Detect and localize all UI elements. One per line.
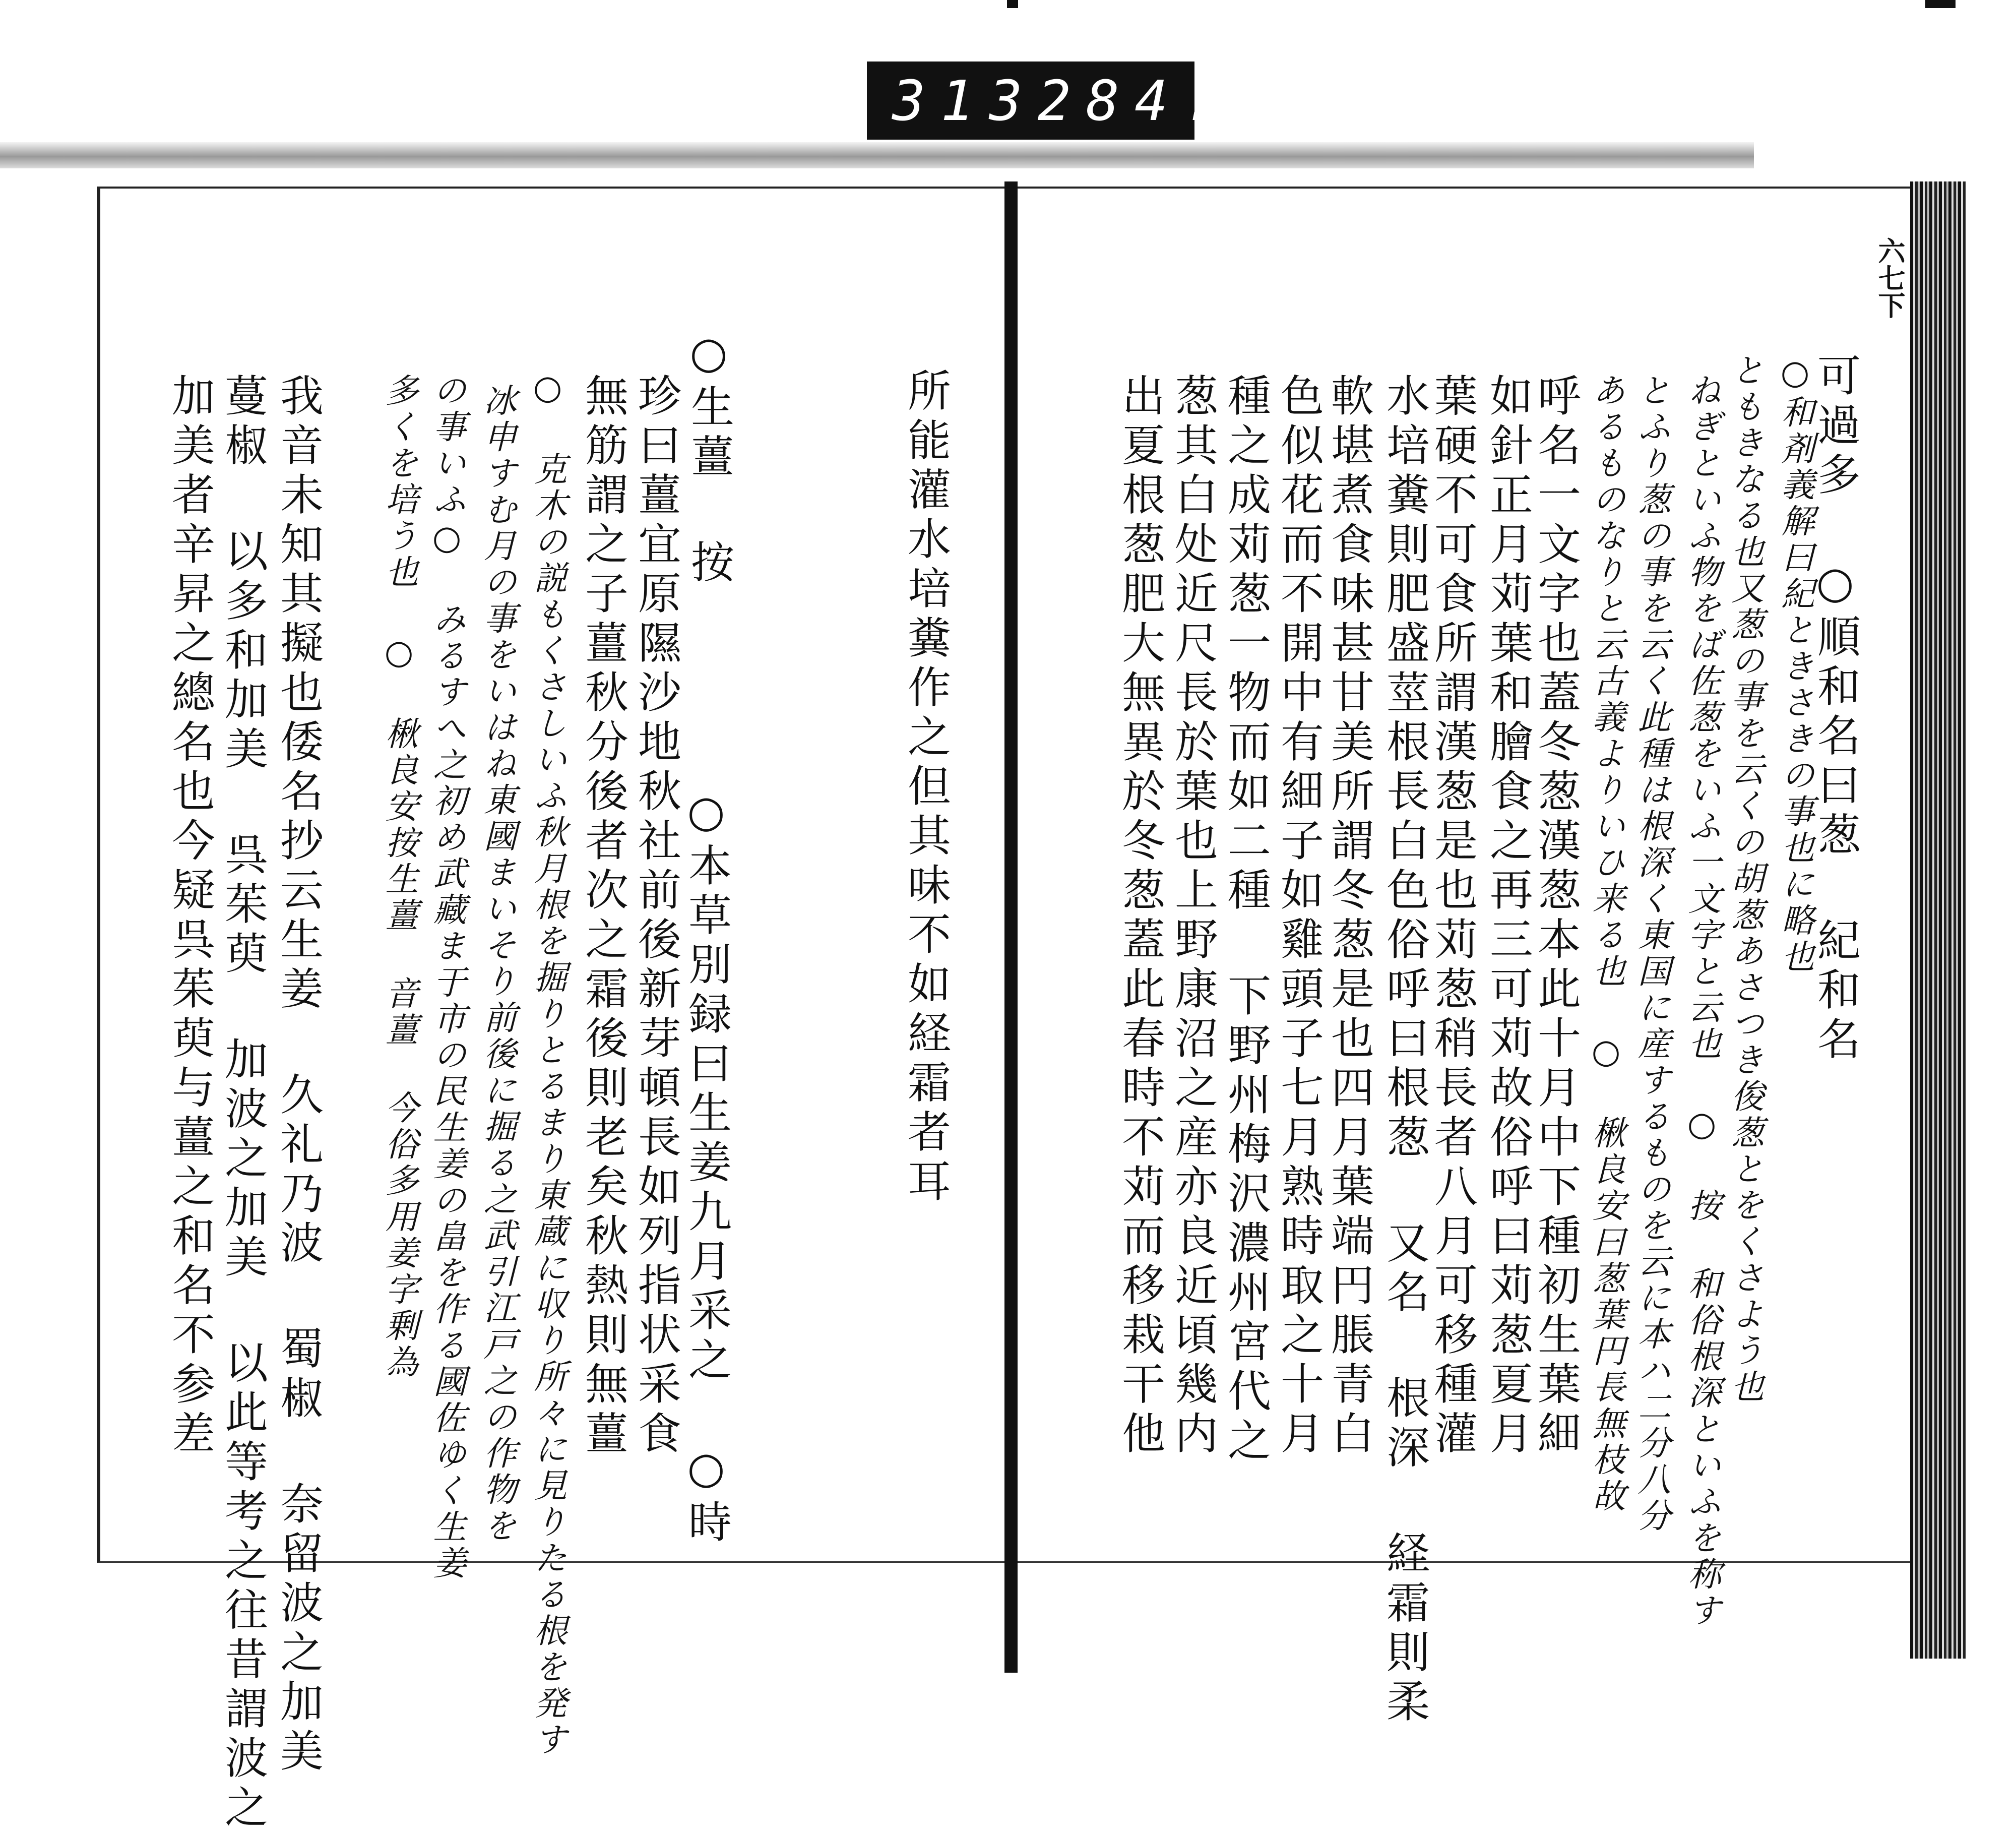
right-col-10: 水培糞則肥盛莖根長白色俗呼曰根葱 又名 根深 経霜則柔 (1379, 373, 1429, 1728)
right-col-4: ねぎといふ物をば佐葱をいふ一文字と云也 ○ 按 和俗根深といふを称す (1682, 373, 1721, 1629)
right-col-5: とふり葱の事を云く此種は根深く東国に産するものを云に本ハ二分八分 (1632, 373, 1671, 1535)
left-col-1: 所能灌水培糞作之但其味不如経霜者耳 (900, 368, 951, 1208)
right-col-8: 如針正月苅葉和膾食之再三可苅故俗呼曰苅葱夏月 (1482, 373, 1533, 1460)
right-col-2: ○和剤義解曰紀ときさきの事也に略也 (1776, 353, 1814, 975)
right-col-9: 葉硬不可食所謂漢葱是也苅葱稍長者八月可移種灌 (1427, 373, 1477, 1460)
left-col-2: ○生薑 按 (683, 328, 734, 589)
right-col-7: 呼名一文字也蓋冬葱漢葱本此十月中下種初生葉細 (1530, 373, 1581, 1460)
folio-number: 六七下 (1874, 237, 1906, 319)
right-col-6: あるものなりと云古義よりいひ来る也 ○ 楸良安曰葱葉円長無枝故 (1587, 373, 1625, 1515)
left-col-5: 無筋謂之子薑秋分後者次之霜後則老矣秋熱則無薑 (578, 373, 628, 1460)
scan-edge-shadow (0, 142, 1754, 168)
left-col-12: 加美者辛昇之總名也今疑呉茱萸与薑之和名不参差 (164, 373, 215, 1460)
right-col-11: 軟堪煮食味甚甘美所謂冬葱是也四月葉端円脹青白 (1324, 373, 1374, 1460)
right-col-13: 種之成苅葱一物而如二種 下野州梅沢濃州宮代之 (1220, 373, 1271, 1467)
left-col-8: の事いふ○ みるすへ之初め武藏ま于市の民生姜の畠を作る國佐ゆく生姜 (427, 373, 466, 1582)
right-col-12: 色似花而不開中有細子如雞頭子七月熟時取之十月 (1273, 373, 1324, 1460)
right-col-15: 出夏根葱肥大無異於冬葱蓋此春時不苅而移栽干他 (1114, 373, 1165, 1460)
right-col-1: 可過多 ○順和名曰葱 紀和名 (1810, 353, 1860, 1066)
left-col-9: 多くを培う也 ○ 楸良安按生薑 音薑 今俗多用姜字剰為 (380, 373, 418, 1381)
top-edge-mark (1007, 0, 1018, 8)
right-col-3: ともきなる也又葱の事を云くの胡葱あさつき俊葱とをくさよう也 (1725, 353, 1764, 1405)
left-col-10: 我音未知其擬也倭名抄云生姜 久礼乃波 蜀椒 奈留波之加美 (273, 373, 323, 1778)
left-col-11: 蔓椒 以多和加美 呉茱萸 加波之加美 以此等考之往昔謂波之 (217, 373, 268, 1834)
archive-label-plate (867, 62, 1232, 140)
right-col-14: 葱其白处近尺長於葉也上野康沼之産亦良近頃幾内 (1167, 373, 1218, 1460)
left-col-7: 冰申すむ月の事をいはね東國まいそり前後に掘る之武引江戸之の作物を (478, 383, 517, 1545)
book-gutter (1004, 181, 1018, 1673)
label-number-left: 313 (892, 68, 1038, 133)
left-col-6: ○ 克木の説もくさしいふ秋月根を掘りとるまり東蔵に収り所々に見りたる根を発す (528, 368, 567, 1758)
left-col-3: 珍曰薑宜原隰沙地秋社前後新芽頓長如列指状采食 (631, 373, 681, 1460)
book-spine-edge (1910, 181, 1966, 1659)
left-col-4: ○本草別録曰生姜九月采之 ○時 (681, 786, 731, 1549)
top-edge-mark-right (1925, 0, 1956, 8)
label-number-right: 284. (1037, 68, 1232, 133)
